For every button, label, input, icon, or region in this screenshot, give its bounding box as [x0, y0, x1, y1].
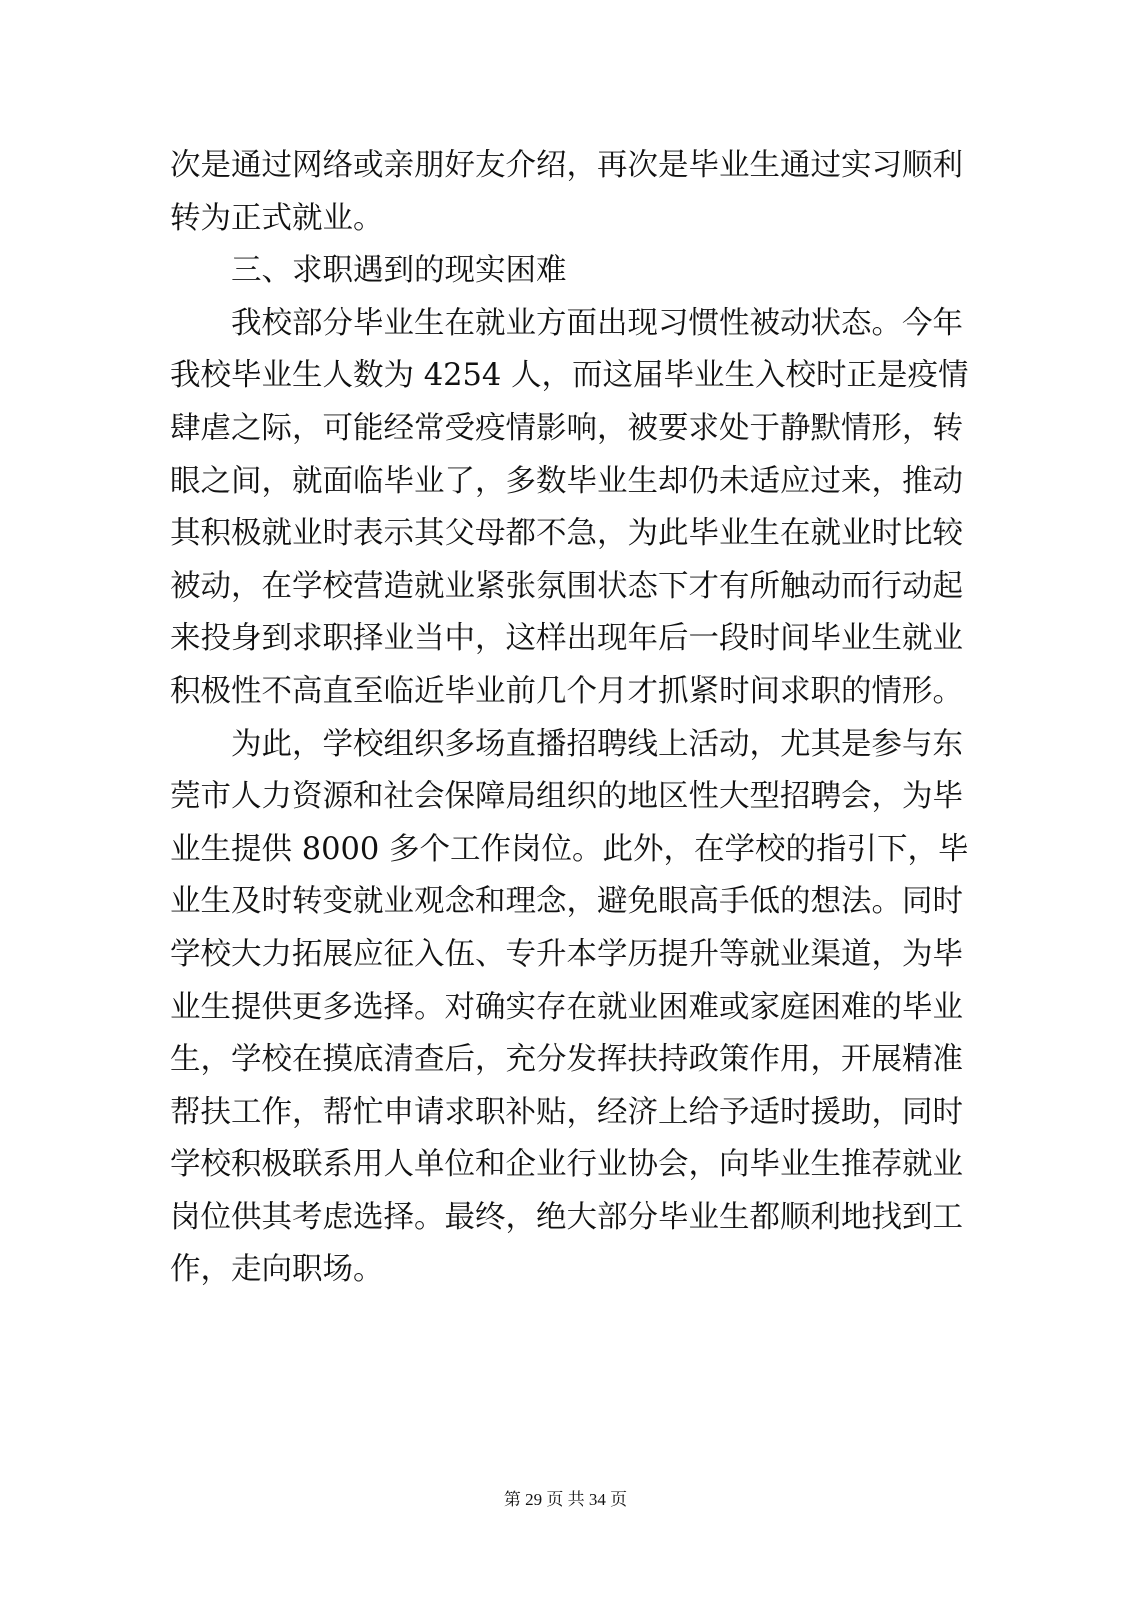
text-line: 业生提供更多选择。对确实存在就业困难或家庭困难的毕业 — [170, 989, 963, 1025]
text-line: 其积极就业时表示其父母都不急，为此毕业生在就业时比较 — [170, 516, 963, 552]
text-line: 莞市人力资源和社会保障局组织的地区性大型招聘会，为毕 — [170, 779, 963, 815]
text-line: 作，走向职场。 — [170, 1252, 384, 1288]
text-line: 业生及时转变就业观念和理念，避免眼高手低的想法。同时 — [170, 884, 963, 920]
text-line: 帮扶工作，帮忙申请求职补贴，经济上给予适时援助，同时 — [170, 1094, 963, 1130]
text-line: 三、求职遇到的现实困难 — [170, 253, 567, 289]
text-line: 眼之间，就面临毕业了，多数毕业生却仍未适应过来，推动 — [170, 463, 963, 499]
text-line: 生，学校在摸底清查后，充分发挥扶持政策作用，开展精准 — [170, 1042, 963, 1078]
page-number-footer: 第 29 页 共 34 页 — [503, 1490, 628, 1509]
text-line: 学校积极联系用人单位和企业行业协会，向毕业生推荐就业 — [170, 1147, 963, 1183]
text-line: 转为正式就业。 — [170, 200, 384, 236]
text-line: 我校部分毕业生在就业方面出现习惯性被动状态。今年 — [170, 305, 963, 341]
text-line: 岗位供其考虑选择。最终，绝大部分毕业生都顺利地找到工 — [170, 1199, 963, 1235]
text-line: 业生提供 8000 多个工作岗位。此外，在学校的指引下，毕 — [170, 831, 969, 867]
text-line: 肆虐之际，可能经常受疫情影响，被要求处于静默情形，转 — [170, 410, 963, 446]
document-body — [170, 140, 969, 1297]
text-line: 积极性不高直至临近毕业前几个月才抓紧时间求职的情形。 — [170, 673, 963, 709]
text-line: 次是通过网络或亲朋好友介绍，再次是毕业生通过实习顺利 — [170, 148, 963, 183]
text-line: 我校毕业生人数为 4254 人，而这届毕业生入校时正是疫情 — [170, 358, 969, 394]
text-line: 为此，学校组织多场直播招聘线上活动，尤其是参与东 — [170, 726, 963, 762]
text-line: 被动，在学校营造就业紧张氛围状态下才有所触动而行动起 — [170, 568, 963, 604]
text-line: 来投身到求职择业当中，这样出现年后一段时间毕业生就业 — [170, 621, 963, 657]
text-line: 学校大力拓展应征入伍、专升本学历提升等就业渠道，为毕 — [170, 936, 963, 972]
